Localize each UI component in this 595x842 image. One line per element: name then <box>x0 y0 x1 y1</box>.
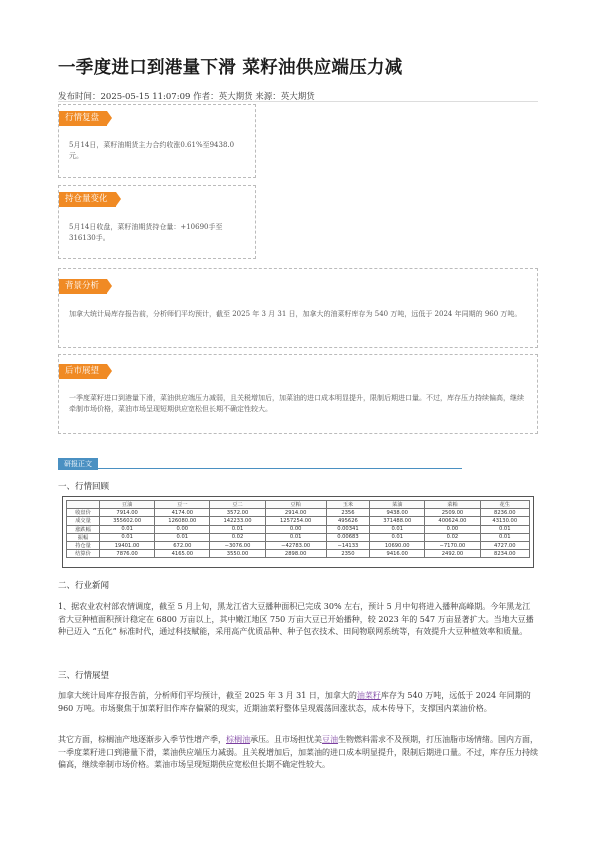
table-cell: 0.01 <box>370 533 425 541</box>
position-change-text: 5月14日收盘，菜籽油期货持仓量：+10690手至316130手。 <box>69 223 223 242</box>
table-cell: 10690.00 <box>370 541 425 549</box>
position-change-tag: 持仓量变化 <box>59 192 116 207</box>
table-cell: 4165.00 <box>155 550 210 558</box>
table-cell: 0.00683 <box>326 533 369 541</box>
link-palm-oil[interactable]: 棕榈油 <box>226 735 250 744</box>
outlook-tag: 后市展望 <box>59 364 107 379</box>
table-row-label: 振幅 <box>67 533 100 541</box>
background-analysis-tag: 背景分析 <box>59 279 107 294</box>
table-header-cell: 豆粕 <box>265 501 326 509</box>
table-cell: 126080.00 <box>155 517 210 525</box>
table-cell: 3550.00 <box>210 550 265 558</box>
table-row-label: 涨跌幅 <box>67 525 100 533</box>
report-body-tag: 研报正文 <box>58 458 98 470</box>
table-cell: −7170.00 <box>425 541 480 549</box>
market-review-box <box>58 104 256 178</box>
table-header-cell <box>67 501 100 509</box>
table-cell: 2350 <box>326 550 369 558</box>
table-cell: 2914.00 <box>265 509 326 517</box>
table-cell: 9438.00 <box>370 509 425 517</box>
table-cell: 371488.00 <box>370 517 425 525</box>
outlook-paragraph-1 <box>58 690 538 715</box>
table-header-cell: 玉米 <box>326 501 369 509</box>
table-cell: −14133 <box>326 541 369 549</box>
table-header-cell: 豆二 <box>210 501 265 509</box>
table-row-label: 结算价 <box>67 550 100 558</box>
table-cell: 4174.00 <box>155 509 210 517</box>
table-cell: 0.01 <box>480 525 529 533</box>
table-cell: 0.01 <box>100 525 155 533</box>
table-cell: 2898.00 <box>265 550 326 558</box>
link-rapeseed[interactable]: 油菜籽 <box>356 691 381 700</box>
market-data-table <box>66 500 530 558</box>
table-row <box>67 541 530 549</box>
table-cell: 672.00 <box>155 541 210 549</box>
table-cell: 1257254.00 <box>265 517 326 525</box>
outlook-p2-c: 生物燃料需求不及预期，打压油脂市场情绪。国内方面，一季度菜籽进口到港量下滑，菜油供应端压力减弱。且关税增加后，加菜油的进口成本明显提升，限制后期进口量。不过，库存压力持续偏高，继续牵制市场价格。菜油市场呈现短期供应宽松但长期不确定性较大。 <box>58 735 538 769</box>
table-cell: 19401.00 <box>100 541 155 549</box>
table-row-label: 收盘价 <box>67 509 100 517</box>
table-header-cell: 菜油 <box>370 501 425 509</box>
table-row-label: 成交量 <box>67 517 100 525</box>
outlook-p2-a: 其它方面，棕榈油产地逐渐步入季节性增产季， <box>58 735 226 744</box>
table-cell: 142233.00 <box>210 517 265 525</box>
table-cell: 8236.00 <box>480 509 529 517</box>
table-cell: 0.01 <box>155 533 210 541</box>
table-cell: 495626 <box>326 517 369 525</box>
table-cell: 0.01 <box>480 533 529 541</box>
table-row <box>67 509 530 517</box>
page-title: 一季度进口到港量下滑 菜籽油供应端压力减 <box>58 58 403 78</box>
table-cell: 400624.00 <box>425 517 480 525</box>
article-meta: 发布时间：2025-05-15 11:07:09 作者：英大期货 来源：英大期货 <box>58 92 315 102</box>
table-cell: 0.01 <box>210 525 265 533</box>
table-cell: 0.01 <box>370 525 425 533</box>
table-header-row <box>67 501 530 509</box>
outlook-box <box>58 354 538 434</box>
background-analysis-box <box>58 268 538 348</box>
table-cell: 7876.00 <box>100 550 155 558</box>
outlook-p2-b: 承压。且市场担忧美 <box>250 735 322 744</box>
position-change-box <box>58 185 256 259</box>
table-cell: 0.01 <box>100 533 155 541</box>
report-body-divider <box>58 468 462 469</box>
heading-industry-news: 二、行业新闻 <box>58 581 110 591</box>
table-row <box>67 525 530 533</box>
table-row <box>67 550 530 558</box>
table-cell: 8234.00 <box>480 550 529 558</box>
table-cell: 0.00 <box>425 525 480 533</box>
table-cell: 0.00341 <box>326 525 369 533</box>
table-row <box>67 517 530 525</box>
table-cell: 0.02 <box>425 533 480 541</box>
table-header-cell: 豆油 <box>100 501 155 509</box>
table-cell: −42783.00 <box>265 541 326 549</box>
link-soybean-oil[interactable]: 豆油 <box>322 735 338 744</box>
table-cell: 3572.00 <box>210 509 265 517</box>
table-cell: 2509.00 <box>425 509 480 517</box>
heading-outlook: 三、行情展望 <box>58 671 110 681</box>
table-cell: 2492.00 <box>425 550 480 558</box>
table-header-cell: 花生 <box>480 501 529 509</box>
table-cell: 7914.00 <box>100 509 155 517</box>
table-cell: 4727.00 <box>480 541 529 549</box>
heading-market-review: 一、行情回顾 <box>58 482 110 492</box>
table-cell: 0.01 <box>265 533 326 541</box>
table-row <box>67 533 530 541</box>
table-header-cell: 豆一 <box>155 501 210 509</box>
outlook-paragraph-2 <box>58 734 538 772</box>
table-cell: 0.02 <box>210 533 265 541</box>
market-review-text: 5月14日，菜籽油期货主力合约收涨0.61%至9438.0元。 <box>69 141 235 160</box>
industry-news-paragraph: 1、据农业农村部农情调度，截至 5 月上旬，黑龙江省大豆播种面积已完成 30% 左右，预计 5 月中旬将进入播种高峰期。今年黑龙江省大豆种植面积预计稳定在 6800 万亩以上，其中嫩江地区 750 万亩大豆已开始播种，较 2023 年的 547 万亩显著扩大。当地大豆播种已迈入 “五化” 标准时代，通过科技赋能，采用高产优质品种、种子包衣技术、田间物联网系统等，有效提升大豆种植效率和质量。 <box>58 602 534 636</box>
market-review-tag: 行情复盘 <box>59 111 107 126</box>
outlook-text: 一季度菜籽进口到港量下滑，菜油供应端压力减弱，且关税增加后，加菜油的进口成本明显提升，限制后期进口量。不过，库存压力持续偏高，继续牵制市场价格，菜油市场呈现短期供应宽松但长期不确定性较大。 <box>69 394 524 413</box>
table-cell: 0.00 <box>265 525 326 533</box>
meta-divider <box>58 101 538 102</box>
table-cell: 0.00 <box>155 525 210 533</box>
outlook-p1-a: 加拿大统计局库存报告前，分析师们平均预计，截至 2025 年 3 月 31 日，加拿大的 <box>58 691 357 700</box>
table-cell: 355602.00 <box>100 517 155 525</box>
table-cell: −3076.00 <box>210 541 265 549</box>
background-analysis-text: 加拿大统计局库存报告前，分析师们平均预计，截至 2025 年 3 月 31 日，加拿大的油菜籽库存为 540 万吨，远低于 2024 年同期的 960 万吨。 <box>69 310 522 318</box>
table-cell: 2356 <box>326 509 369 517</box>
table-header-cell: 菜粕 <box>425 501 480 509</box>
table-cell: 9416.00 <box>370 550 425 558</box>
table-cell: 43130.00 <box>480 517 529 525</box>
outlook-p1-b: 库存为 540 万吨，远低于 2024 年同期的 960 万吨。市场聚焦于加菜籽旧作库存偏紧的现实，近期油菜籽整体呈现震荡回涨状态，成本传导下，支撑国内菜油价格。 <box>58 691 531 713</box>
table-row-label: 持仓量 <box>67 541 100 549</box>
